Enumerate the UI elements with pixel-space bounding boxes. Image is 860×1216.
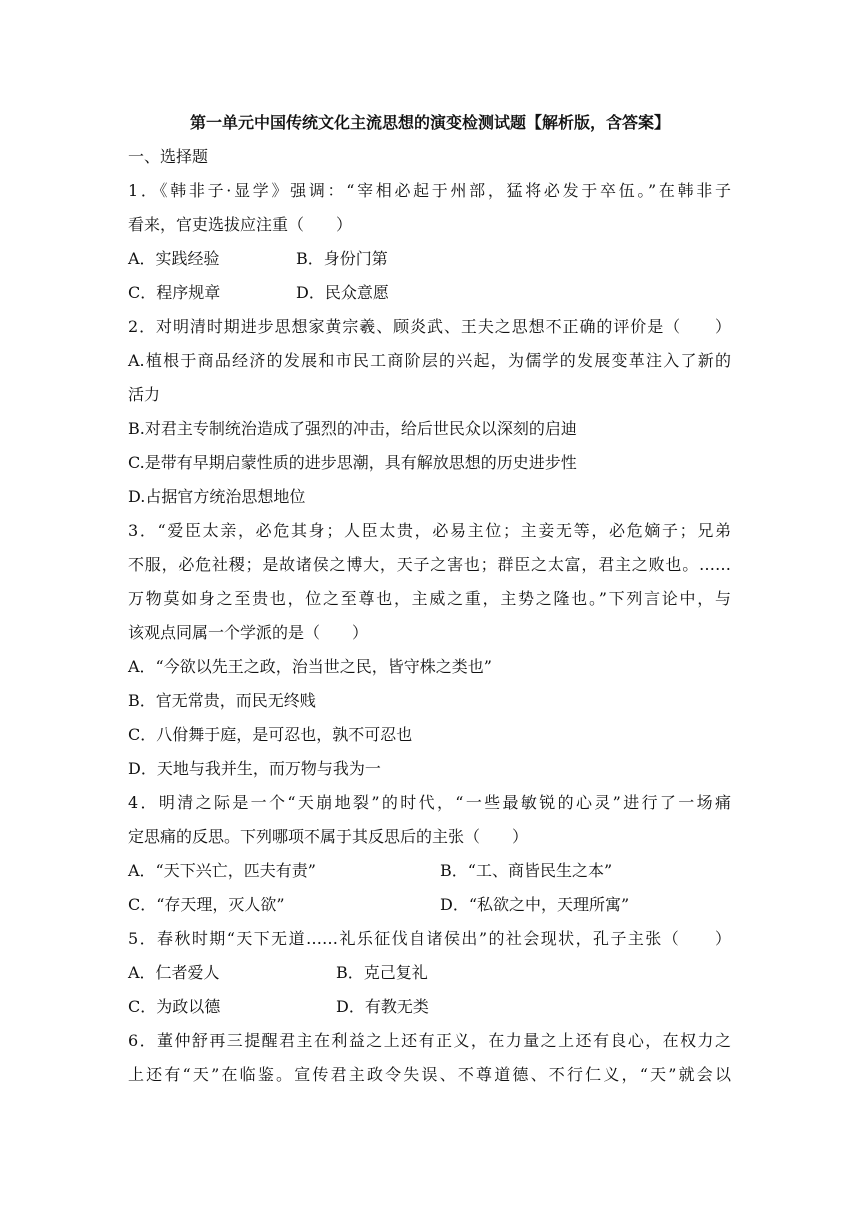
question-5-option-c: C．为政以德 bbox=[128, 997, 221, 1016]
question-2-option-a-line-1: A.植根于商品经济的发展和市民工商阶层的兴起，为儒学的发展变革注入了新的 bbox=[128, 351, 731, 370]
question-4-option-b: B．“工、商皆民生之本” bbox=[440, 861, 613, 880]
question-2-option-a-line-2: 活力 bbox=[128, 385, 161, 404]
question-5-option-b: B．克己复礼 bbox=[336, 963, 428, 982]
question-4-stem-line-1: 4．明清之际是一个“天崩地裂”的时代，“一些最敏锐的心灵”进行了一场痛 bbox=[128, 793, 731, 812]
question-5-option-a: A．仁者爱人 bbox=[128, 963, 220, 982]
question-6-stem-line-1: 6．董仲舒再三提醒君主在利益之上还有正义，在力量之上还有良心，在权力之 bbox=[128, 1031, 731, 1050]
question-3-option-d: D．天地与我并生，而万物与我为一 bbox=[128, 759, 381, 778]
question-5-stem: 5．春秋时期“天下无道……礼乐征伐自诸侯出”的社会现状，孔子主张（ ） bbox=[128, 929, 731, 948]
question-4-option-d: D．“私欲之中，天理所寓” bbox=[440, 895, 630, 914]
question-3-stem-line-3: 万物莫如身之至贵也，位之至尊也，主威之重，主势之隆也。”下列言论中，与 bbox=[128, 589, 731, 608]
question-1-option-a: A．实践经验 bbox=[128, 249, 220, 268]
question-6-stem-line-2: 上还有“天”在临鉴。宣传君主政令失误、不尊道德、不行仁义，“天”就会以 bbox=[128, 1065, 731, 1084]
question-3-stem-line-1: 3．“爱臣太亲，必危其身；人臣太贵，必易主位；主妾无等，必危嫡子；兄弟 bbox=[128, 521, 731, 540]
question-4-option-a: A．“天下兴亡，匹夫有责” bbox=[128, 861, 316, 880]
question-4-stem-line-2: 定思痛的反思。下列哪项不属于其反思后的主张（ ） bbox=[128, 827, 529, 846]
question-3-stem-line-4: 该观点同属一个学派的是（ ） bbox=[128, 623, 369, 642]
document-title: 第一单元中国传统文化主流思想的演变检测试题【解析版，含答案】 bbox=[189, 113, 670, 132]
question-3-option-c: C．八佾舞于庭，是可忍也，孰不可忍也 bbox=[128, 725, 413, 744]
question-2-stem: 2．对明清时期进步思想家黄宗羲、顾炎武、王夫之思想不正确的评价是（ ） bbox=[128, 317, 731, 336]
question-3-option-b: B．官无常贵，而民无终贱 bbox=[128, 691, 316, 710]
question-1-option-d: D．民众意愿 bbox=[296, 283, 389, 302]
question-1-option-c: C．程序规章 bbox=[128, 283, 221, 302]
question-2-option-b: B.对君主专制统治造成了强烈的冲击，给后世民众以深刻的启迪 bbox=[128, 419, 577, 438]
question-4-option-c: C．“存天理，灭人欲” bbox=[128, 895, 285, 914]
question-1-stem-line-1: 1．《韩非子·显学》强调：“宰相必起于州部，猛将必发于卒伍。”在韩非子 bbox=[128, 181, 731, 200]
question-5-option-d: D．有教无类 bbox=[336, 997, 429, 1016]
question-1-option-b: B．身份门第 bbox=[296, 249, 388, 268]
question-2-option-c: C.是带有早期启蒙性质的进步思潮，具有解放思想的历史进步性 bbox=[128, 453, 577, 472]
question-3-stem-line-2: 不服，必危社稷；是故诸侯之博大，天子之害也；群臣之太富，君主之败也。…… bbox=[128, 555, 731, 574]
question-3-option-a: A．“今欲以先王之政，治当世之民，皆守株之类也” bbox=[128, 657, 492, 676]
question-2-option-d: D.占据官方统治思想地位 bbox=[128, 487, 306, 506]
section-heading: 一、选择题 bbox=[128, 147, 209, 166]
question-1-stem-line-2: 看来，官吏选拔应注重（ ） bbox=[128, 215, 353, 234]
